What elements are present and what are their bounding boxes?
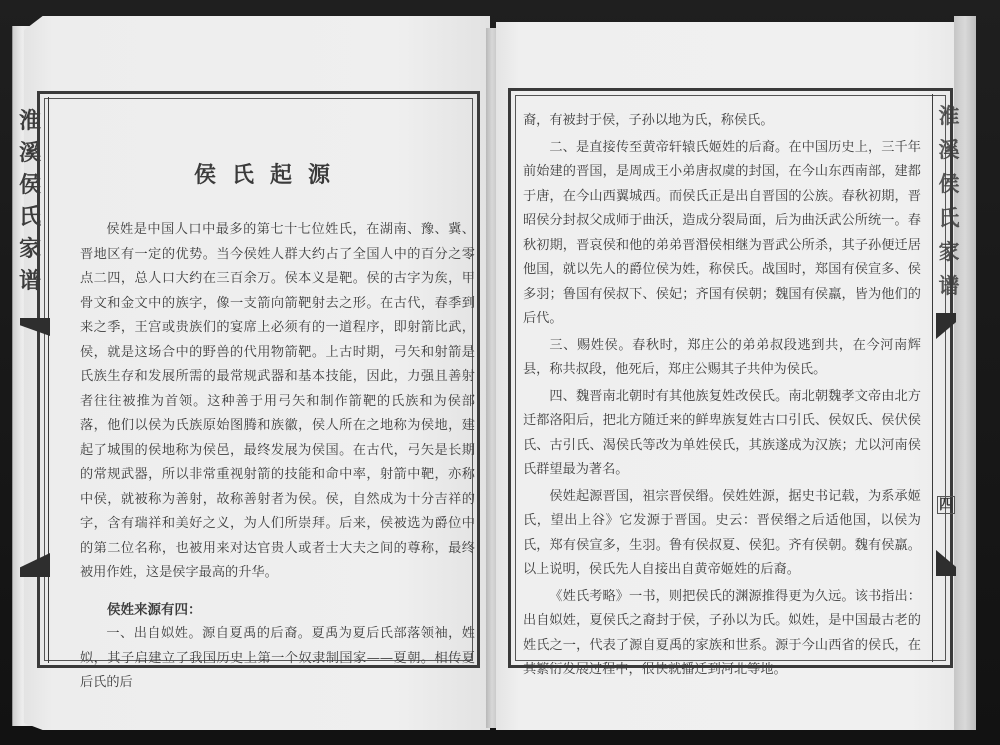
left-margin-rule [48,97,49,663]
right-page-body [523,109,921,683]
side-title-char: 溪 [18,140,41,166]
side-title-char: 家 [938,239,960,264]
continuation-line: 裔，有被封于侯，子孙以地为氏，称侯氏。 [523,113,774,128]
side-title-char: 侯 [18,172,41,198]
side-title-char: 家 [18,236,41,262]
origin-item-three: 三、赐姓侯。春秋时，郑庄公的弟弟叔段逃到共，在今河南辉县，称共叔段，他死后，郑庄公赐其子共仲为侯氏。 [523,337,921,377]
side-title-char: 氏 [18,204,41,230]
side-title-char: 侯 [938,171,960,196]
side-title-char: 淮 [18,108,41,134]
intro-paragraph: 侯姓是中国人口中最多的第七十七位姓氏，在湖南、豫、冀、晋地区有一定的优势。当今侯姓人群大约占了全国人中的百分之零点二四，总人口大约在三百余万。侯本义是靶。侯的古字为矦，甲骨文和金文中的族字，像一支箭向箭靶射去之形。在古代，春季到来之季，王宫或贵族们的宴席上必须有的一道程序，即射箭比武，侯，就是这场合中的野兽的代用物箭靶。上古时期，弓矢和射箭是氏族生存和发展所需的最常规武器和基本技能，因此，力强且善射者往往被推为首领。这种善于用弓矢和制作箭靶的氏族和为侯部落，他们以侯为氏族原始图腾和族徽，侯人所在之地称为侯地，建起了城围的侯地称为侯邑，最终发展为侯国。在古代，弓矢是长期的常规武器，所以非常重视射箭的技能和命中率，射箭中靶，亦称中侯，就被称为善射，故称善射者为侯。侯，自然成为十分吉祥的字，含有瑞祥和美好之义，为人们所崇拜。后来，侯被选为爵位中的第二位名称，也被用来对达官贵人或者士大夫之间的尊称，最终被用作姓，这是侯字最高的升华。 [80,222,475,580]
kaolue-paragraph: 《姓氏考略》一书，则把侯氏的渊源推得更为久远。该书指出：出自姒姓，夏侯氏之裔封于侯，子孙以为氏。姒姓，是中国最古老的姓氏之一，代表了源自夏禹的家族和世系。源于今山西省的侯氏，在其繁衍发展过程中，很快就播迁到河北等地。 [523,588,921,677]
side-title-char: 谱 [18,268,41,294]
origin-item-one: 一、出自姒姓。源自夏禹的后裔。夏禹为夏后氏部落领袖，姓姒，其子启建立了我国历史上第一个奴隶制国家——夏朝。相传夏后氏的后 [80,626,475,690]
right-margin-rule [932,94,933,662]
side-title-char: 淮 [938,103,960,128]
left-page-body [80,218,475,696]
right-side-title [936,104,962,298]
left-side-title [14,108,46,294]
side-title-char: 谱 [938,273,960,298]
section-heading: 侯姓来源有四： [107,601,202,618]
side-title-char: 氏 [938,205,960,230]
summary-paragraph: 侯姓起源晋国，祖宗晋侯缗。侯姓姓源，据史书记载，为系承姬氏，望出上谷》它发源于晋国。史云：晋侯缗之后适他国，以侯为氏，郑有侯宣多，生羽。鲁有侯叔夏、侯犯。齐有侯朝。魏有侯羸。以上说明，侯氏先人自接出自黄帝姬姓的后裔。 [523,488,921,577]
side-title-char: 溪 [938,137,960,162]
origin-item-four: 四、魏晋南北朝时有其他族复姓改侯氏。南北朝魏孝文帝由北方迁都洛阳后，把北方随迁来的鲜卑族复姓古口引氏、侯奴氏、侯伏侯氏、古引氏、渴侯氏等改为单姓侯氏，其族遂成为汉族；尤以河南侯氏群望最为著名。 [523,388,921,477]
page-title: 侯氏起源 [193,162,346,188]
page-number: 四 [939,497,953,513]
origin-item-two: 二、是直接传至黄帝轩辕氏姬姓的后裔。在中国历史上，三千年前始建的晋国，是周成王小弟唐叔虞的封国，在今山东西南部，建都于唐，在今山西翼城西。而侯氏正是出自晋国的公族。春秋初期，晋昭侯分封叔父成师于曲沃，造成分裂局面，后为曲沃武公所统一。春秋初期，晋哀侯和他的弟弟晋湣侯相继为晋武公所杀，其子孙便迁居他国，就以先人的爵位侯为姓，称侯氏。战国时，郑国有侯宣多、侯多羽；鲁国有侯叔下、侯妃；齐国有侯朝；魏国有侯羸，皆为他们的后代。 [523,139,921,326]
